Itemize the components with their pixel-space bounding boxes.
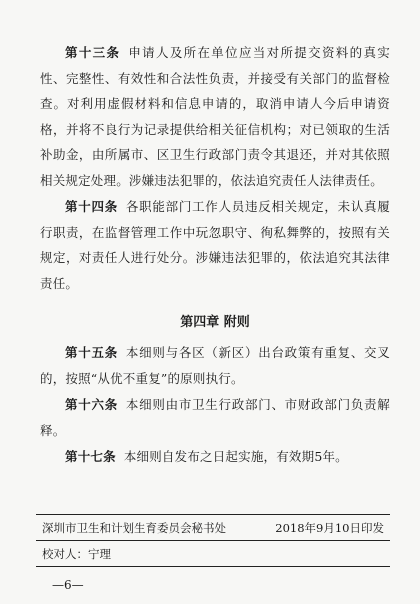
article-16 xyxy=(40,392,390,443)
article-text: 本细则自发布之日起实施，有效期5年。 xyxy=(123,449,348,464)
page-number: —6— xyxy=(52,578,84,592)
article-number: 第十七条 xyxy=(65,449,116,464)
articles-body xyxy=(40,40,390,471)
issuance-footer xyxy=(36,514,390,567)
proofreader-row xyxy=(36,541,390,566)
issuance-row xyxy=(36,515,390,540)
article-17 xyxy=(40,444,390,470)
article-14 xyxy=(40,194,390,296)
article-text: 本细则由市卫生行政部门、市财政部门负责解释。 xyxy=(40,397,390,438)
article-13 xyxy=(40,40,390,193)
article-number: 第十四条 xyxy=(65,199,118,214)
article-text: 本细则与各区（新区）出台政策有重复、交叉的，按照“从优不重复”的原则执行。 xyxy=(40,345,390,386)
issuer-name: 深圳市卫生和计划生育委员会秘书处 xyxy=(42,521,226,535)
issue-date: 2018年9月10日印发 xyxy=(275,521,384,535)
article-number: 第十三条 xyxy=(65,45,121,60)
article-number: 第十六条 xyxy=(65,397,118,412)
article-text: 各职能部门工作人员违反相关规定，未认真履行职责，在监督管理工作中玩忽职守、徇私舞弊的，按照有关规定，对责任人进行处分。涉嫌违法犯罪的，依法追究其法律责任。 xyxy=(40,199,390,291)
proofreader: 校对人：宁理 xyxy=(42,547,111,561)
article-number: 第十五条 xyxy=(65,345,118,360)
article-15 xyxy=(40,340,390,391)
chapter-heading: 第四章 附则 xyxy=(180,315,250,330)
article-text: 申请人及所在单位应当对所提交资料的真实性、完整性、有效性和合法性负责，并接受有关部门的监督检查。对利用虚假材料和信息申请的，取消申请人今后申请资格，并将不良行为记录提供给相关征信机构；对已领取的生活补助金，由所属市、区卫生行政部门责令其退还，并对其依照相关规定处理。涉嫌违法犯罪的，依法追究责任人法律责任。 xyxy=(40,45,390,188)
footer-bottom-rule xyxy=(36,566,390,567)
